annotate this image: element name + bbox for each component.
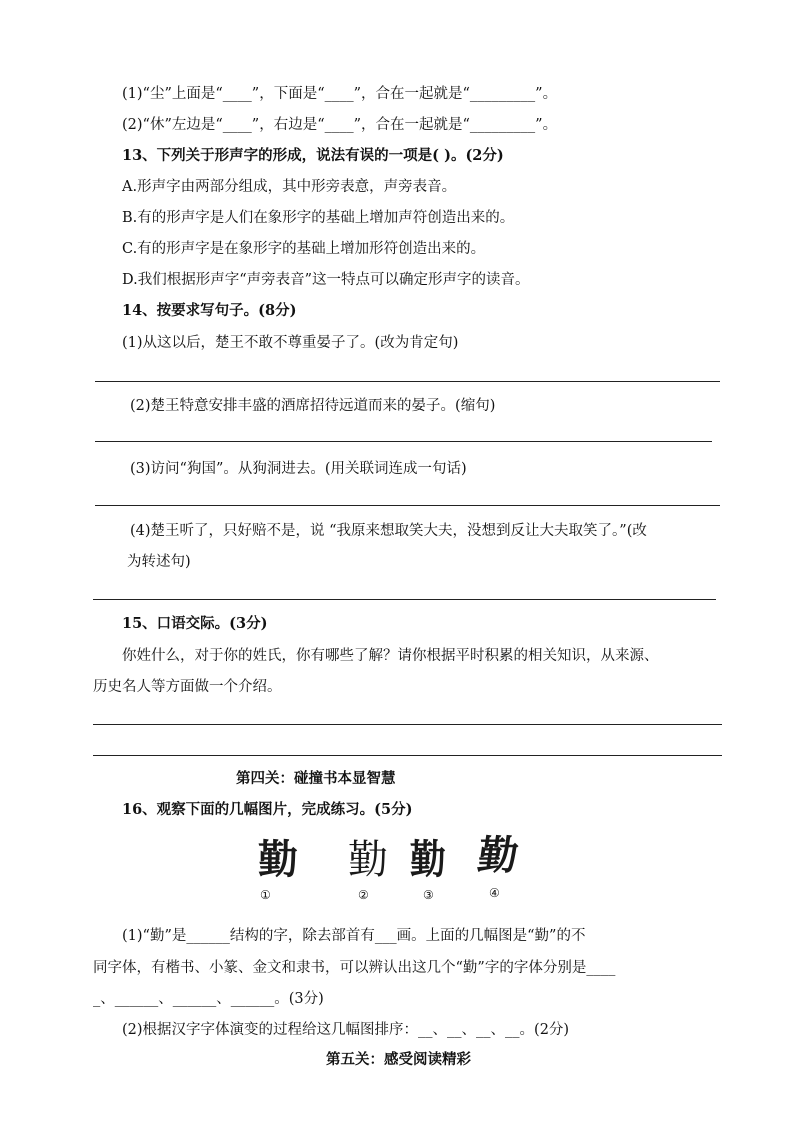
- q13-title: 13、下列关于形声字的形成，说法有误的一项是( )。(2分): [122, 147, 504, 164]
- q16-part2: (2)根据汉字字体演变的过程给这几幅图排序：__、__、__、__。(2分): [122, 1022, 570, 1038]
- glyph-label-3: ③: [423, 888, 434, 902]
- q12-sub1: (1)“尘”上面是“____”，下面是“____”，合在一起就是“_________”。: [122, 86, 558, 102]
- q13-option-d: D.我们根据形声字“声旁表音”这一特点可以确定形声字的读音。: [122, 272, 530, 288]
- q16-title: 16、观察下面的几幅图片，完成练习。(5分): [122, 801, 413, 818]
- section-5-heading: 第五关：感受阅读精彩: [326, 1051, 471, 1068]
- q14-title: 14、按要求写句子。(8分): [122, 302, 297, 319]
- answer-line-5[interactable]: [93, 724, 722, 725]
- q14-sentence-2: (2)楚王特意安排丰盛的酒席招待远道而来的晏子。(缩句): [130, 398, 496, 414]
- q13-option-a: A.形声字由两部分组成，其中形旁表意，声旁表音。: [122, 179, 457, 195]
- section-4-heading: 第四关：碰撞书本显智慧: [236, 770, 396, 787]
- answer-line-1[interactable]: [95, 381, 720, 382]
- q15-body-1: 你姓什么，对于你的姓氏，你有哪些了解？请你根据平时积累的相关知识，从来源、: [122, 648, 659, 664]
- q16-part1-line-a: (1)“勤”是______结构的字，除去部首有___画。上面的几幅图是“勤”的不: [122, 928, 586, 944]
- answer-line-2[interactable]: [95, 441, 712, 442]
- glyph-label-1: ①: [260, 888, 271, 902]
- q14-sentence-4a: (4)楚王听了，只好赔不是，说 “我原来想取笑大夫，没想到反让大夫取笑了。”(改: [130, 523, 647, 539]
- answer-line-3[interactable]: [95, 505, 720, 506]
- q16-part1-line-c: _、______、______、______。(3分): [93, 991, 324, 1007]
- q12-sub2: (2)“休”左边是“____”，右边是“____”，合在一起就是“_________”。: [122, 117, 558, 133]
- q14-sentence-3: (3)访问“狗国”。从狗洞进去。(用关联词连成一句话): [130, 461, 467, 477]
- answer-line-6[interactable]: [93, 755, 722, 756]
- q14-sentence-1: (1)从这以后，楚王不敢不尊重晏子了。(改为肯定句): [122, 335, 459, 351]
- glyph-kaishu-image: 勤: [258, 837, 298, 883]
- q13-option-b: B.有的形声字是人们在象形字的基础上增加声符创造出来的。: [122, 210, 515, 226]
- glyph-jinwen-image: 勤: [409, 837, 445, 882]
- glyph-label-4: ④: [489, 886, 500, 900]
- q16-part1-line-b: 同字体，有楷书、小篆、金文和隶书，可以辨认出这几个“勤”字的字体分别是____: [93, 960, 616, 976]
- q15-title: 15、口语交际。(3分): [122, 615, 268, 632]
- q13-option-c: C.有的形声字是在象形字的基础上增加形符创造出来的。: [122, 241, 486, 257]
- glyph-xiaozhuan-image: 勤: [348, 837, 388, 883]
- glyph-label-2: ②: [358, 888, 369, 902]
- q15-body-2: 历史名人等方面做一个介绍。: [93, 679, 282, 695]
- answer-line-4[interactable]: [93, 599, 716, 600]
- q14-sentence-4b: 为转述句): [127, 554, 191, 570]
- glyph-lishu-image: 勤: [474, 833, 522, 879]
